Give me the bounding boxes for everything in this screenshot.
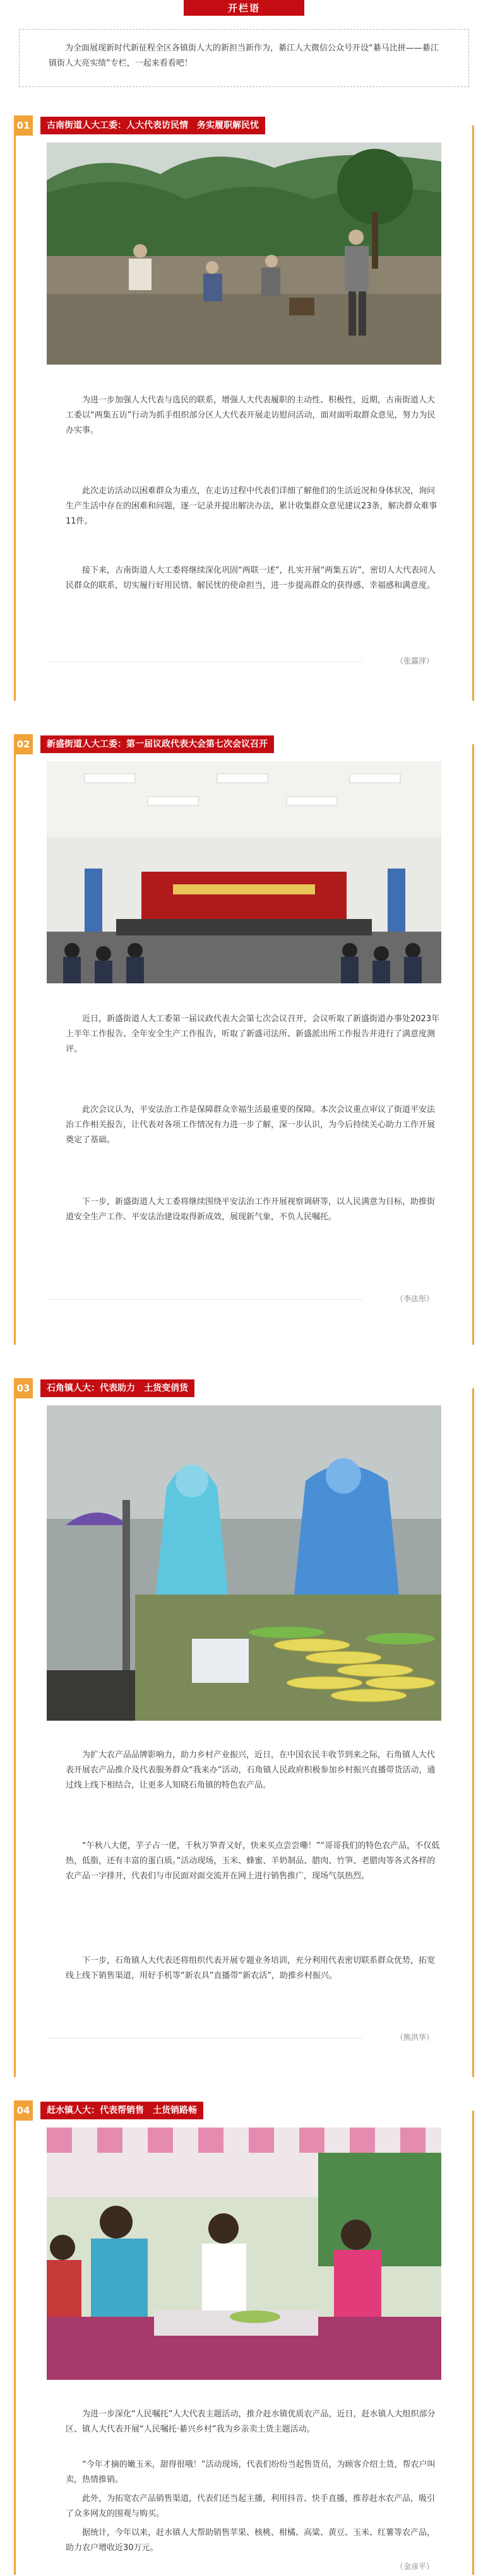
photo-meeting-hall [47, 761, 441, 983]
paragraph: 为进一步深化“人民嘱托”人大代表主题活动，推介赶水镇优质农产品，近日，赶水镇人大组织部分区、镇人大代表开展“人民嘱托·綦兴乡村”我为乡亲卖土货主题活动。 [66, 2409, 436, 2434]
intro-text: 为全面展现新时代新征程全区各镇街人大的新担当新作为，綦江人大微信公众号开设“綦马比拼——綦江镇街人大亮实绩”专栏，一起来看看吧！ [49, 44, 439, 68]
section-border-left [14, 126, 16, 701]
section-photo [47, 143, 441, 365]
section-border-left [14, 2111, 16, 2575]
photo-corn-market [47, 1405, 441, 1721]
paragraph: 下一步，新盛街道人大工委将继续围绕平安法治工作开展视察调研等，以人民满意为目标，助推街道安全生产工作、平安法治建设取得新成效，展现新气象，不负人民嘱托。 [66, 1197, 436, 1222]
paragraph: 此次会议认为，平安法治工作是保障群众幸福生活最重要的保障。本次会议重点审议了街道平安法治工作相关报告，让代表对各项工作情况有力进一步了解，深一步认识，为今后持续关心助力工作开展奠定了基础。 [66, 1105, 436, 1145]
section-border-right [472, 744, 474, 1345]
section-number: 01 [14, 115, 33, 136]
author-byline: （李法彤） [395, 1294, 434, 1303]
paragraph: 此次走访活动以困难群众为重点，在走访过程中代表们详细了解他们的生活近况和身体状况，询问生产生活中存在的困难和问题，逐一记录并提出解决办法，累计收集群众意见建议23条，解决群众难事11件。 [66, 486, 437, 526]
section-title: 赶水镇人大：代表帮销售 土货销路畅 [40, 2102, 203, 2119]
column-header [0, 0, 488, 13]
section-title: 古南街道人大工委：人大代表访民情 务实履职解民忧 [40, 117, 265, 134]
photo-market-stall [47, 2128, 441, 2380]
section-04 [0, 2100, 488, 2576]
photo-visiting-villagers [47, 143, 441, 365]
paragraph: “今年才摘的嫩玉米，甜得很哦！”活动现场，代表们纷纷当起售货员，为顾客介绍土货，帮农户叫卖，热情推销。 [66, 2460, 436, 2485]
section-number: 03 [14, 1378, 33, 1398]
divider [47, 2038, 362, 2039]
section-number: 04 [14, 2100, 33, 2121]
section-border-left [14, 1388, 16, 2077]
section-border-left [14, 744, 16, 1345]
section-border-right [472, 1388, 474, 2077]
section-photo [47, 2128, 441, 2380]
author-byline: （熊洪华） [395, 2033, 434, 2042]
section-03 [0, 1378, 488, 2078]
paragraph: 此外，为拓宽农产品销售渠道，代表们还当起主播，利用抖音、快手直播，推荐赶水农产品，吸引了众多网友的围观与购买。 [66, 2494, 436, 2519]
author-byline: （张露萍） [395, 657, 434, 665]
intro-box [19, 29, 469, 87]
section-title: 石角镇人大：代表助力 土货变俏货 [40, 1379, 194, 1397]
section-photo [47, 1405, 441, 1721]
column-title-badge: 开栏语 [184, 0, 304, 16]
paragraph: 为进一步加强人大代表与选民的联系，增强人大代表履职的主动性、积极性，近期，古南街道人大工委以“两集五访”行动为抓手组织部分区人大代表开展走访慰问活动，面对面听取群众意见，努力为民办实事。 [66, 395, 436, 435]
section-photo [47, 761, 441, 983]
author-byline: （金彦平） [395, 2562, 434, 2571]
paragraph: “午秋八大佬，芋子占一佬，千秋万笋青又好，快来买点尝尝嘞！”“哥哥我们的特色农产品，不仅低热，低脂，还有丰富的蛋白质。”活动现场，玉米、蜂蜜、羊奶制品、腊肉、竹笋、老腊肉等各式各样的农产品一字排开，代表们与市民面对面交流并在网上进行销售推广，现场气氛热烈。 [66, 1841, 440, 1881]
section-02 [0, 734, 488, 1346]
section-01 [0, 115, 488, 702]
section-number: 02 [14, 734, 33, 754]
paragraph: 为扩大农产品品牌影响力，助力乡村产业振兴，近日，在中国农民丰收节到来之际，石角镇人大代表开展农产品推介及代表服务群众“我来办”活动，石角镇人民政府积极参加乡村振兴直播带货活动，通过线上线下相结合，让更多人知晓石角镇的特色农产品。 [66, 1750, 436, 1790]
paragraph: 据统计，今年以来，赶水镇人大帮助销售苹果、核桃、柑橘、高粱、黄豆、玉米、红薯等农产品，助力农户增收近30万元。 [66, 2528, 436, 2553]
section-title: 新盛街道人大工委：第一届议政代表大会第七次会议召开 [40, 735, 274, 753]
divider [47, 1299, 362, 1300]
paragraph: 近日，新盛街道人大工委第一届议政代表大会第七次会议召开，会议听取了新盛街道办事处2023年上半年工作报告、全年安全生产工作报告，听取了新盛司法所、新盛派出所工作报告并进行了满意度测评。 [66, 1014, 440, 1054]
paragraph: 接下来，古南街道人大工委将继续深化巩固“两联一述”，扎实开展“两集五访”，密切人大代表同人民群众的联系，切实履行好用民情、解民忧的使命担当，进一步提高群众的获得感、幸福感和满意度。 [66, 566, 436, 590]
paragraph: 下一步，石角镇人大代表还将组织代表开展专题业务培训，充分利用代表密切联系群众优势，拓宽线上线下销售渠道，用好手机等“新农具”直播带“新农活”，助推乡村振兴。 [66, 1956, 436, 1981]
section-border-right [472, 2111, 474, 2575]
section-border-right [472, 126, 474, 701]
